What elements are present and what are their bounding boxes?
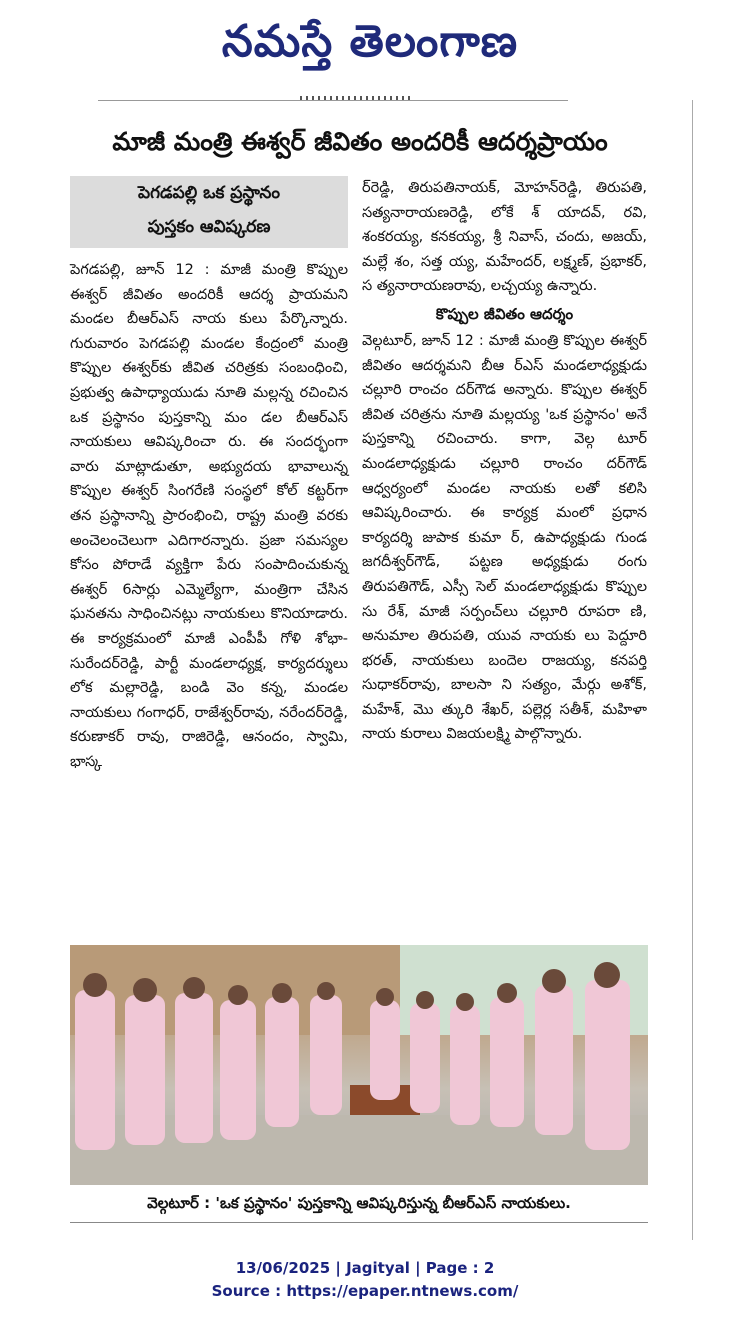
article-column-right	[362, 176, 647, 747]
article-right-top-text: ర్‌రెడ్డి, తిరుపతినాయక్‌, మోహన్‌రెడ్డి, తిరుపతి, సత్యనారాయణరెడ్డి, లోకే శ్‌ యాదవ్‌, రవి, శంకరయ్య, కనకయ్య, శ్రీ నివాస్‌, చందు, అజయ్‌, మల్లే శం, సత్త య్య, మహేందర్‌, లక్ష్మణ్‌, ప్రభాకర్‌, స త్యనారాయణరావు, లచ్చయ్య ఉన్నారు.	[362, 180, 647, 295]
footer-date-edition: 13/06/2025 | Jagityal | Page : 2	[235, 1259, 495, 1277]
masthead-divider	[98, 100, 568, 101]
subhead-line-1: పెగడపల్లి ఒక ప్రస్థానం	[138, 183, 280, 203]
page-border-right	[692, 100, 693, 1240]
article-right-bottom-text: వెల్గటూర్‌, జూన్‌ 12 : మాజీ మంత్రి కొప్పుల ఈశ్వర్‌ జీవితం ఆదర్శమని బీఆ ర్‌ఎస్‌ మండలాధ్యక్షుడు చల్లూరి రాంచం దర్‌గౌడ అన్నారు. కొప్పుల ఈశ్వర్‌ జీవిత చరిత్రను నూతి మల్లయ్య 'ఒక ప్రస్థానం' అనే పుస్తకాన్ని రచించారు. కాగా, వెల్గ టూర్‌ మండలాధ్యక్షుడు చల్లూరి రాంచం దర్‌గౌడ్‌ ఆధ్వర్యంలో మండల నాయకు లతో కలిసి ఆవిష్కరించారు. ఈ కార్యక్ర మంలో ప్రధాన కార్యదర్శి జుపాక కుమా ర్‌, ఉపాధ్యక్షుడు గుండ జగదీశ్వర్‌గౌడ్‌, పట్టణ అధ్యక్షుడు రంగు తిరుపతిగౌడ్‌, ఎస్సీ సెల్‌ మండలాధ్యక్షుడు కొప్పుల సు రేశ్‌, మాజీ సర్పంచ్‌లు చల్లూరి రూపరా ణి, అనుమాల తిరుపతి, యువ నాయకు లు పెద్దూరి భరత్‌, నాయకులు బందెల రాజయ్య, కనపర్తి సుధాకర్‌రావు, బాలసా ని సత్యం, మేర్గు అశోక్‌, మహేశ్‌, మొ త్కురి శేఖర్‌, పల్లెర్ల సతీశ్‌, మహిళా నాయ కురాలు విజయలక్ష్మి పాల్గొన్నారు.	[362, 332, 647, 743]
article-left-text: పెగడపల్లి, జూన్‌ 12 : మాజీ మంత్రి కొప్పుల ఈశ్వర్‌ జీవితం అందరికీ ఆదర్శ ప్రాయమని మండల బీఆర్‌ఎస్‌ నాయ కులు పేర్కొన్నారు. గురువారం పెగడపల్లి మండల కేంద్రంలో మంత్రి కొప్పుల ఈశ్వర్‌కు జీవిత చరిత్రకు సంబంధించి, ప్రభుత్వ ఉపాధ్యాయుడు నూతి మల్లన్న రచించిన ఒక ప్రస్థానం పుస్తకాన్ని మం డల బీఆర్‌ఎస్‌ నాయకులు ఆవిష్కరించా రు. ఈ సందర్భంగా వారు మాట్లాడుతూ, అభ్యుదయ భావాలున్న కొప్పుల ఈశ్వర్‌ సింగరేణి సంస్థలో కోల్‌ కట్టర్‌గా తన ప్రస్థానాన్ని ప్రారంభించి, రాష్ట్ర మంత్రి వరకు అంచెలంచెలుగా ఎదిగారన్నారు. ప్రజా సమస్యల కోసం పోరాడే వ్యక్తిగా పేరు సంపాదించుకున్న ఈశ్వర్‌ 6సార్లు ఎమ్మెల్యేగా, మంత్రిగా చేసిన ఘనతను సాధించినట్లు నాయకులు కొనియాడారు. ఈ కార్యక్రమంలో మాజీ ఎంపీపీ గోళి శోభా-సురేందర్‌రెడ్డి, పార్టీ మండలాధ్యక్ష, కార్యదర్శులు లోక మల్లారెడ్డి, బండి వెం కన్న, మండల నాయకులు గంగాధర్‌, రాజేశ్వర్‌రావు, నరేందర్‌రెడ్డి, కరుణాకర్‌ రావు, రాజిరెడ్డి, ఆనందం, స్వామి, భాస్క	[70, 262, 348, 770]
subhead-box	[70, 176, 348, 248]
news-photo-illustration	[70, 945, 648, 1185]
masthead-title: నమస్తే తెలంగాణ	[221, 16, 519, 67]
article-column-left	[70, 258, 348, 774]
news-photo	[70, 945, 648, 1185]
caption-divider	[70, 1222, 648, 1223]
photo-caption: వెల్గటూర్‌ : 'ఒక ప్రస్థానం' పుస్తకాన్ని ఆవిష్కరిస్తున్న బీఆర్‌ఎస్‌ నాయకులు.	[147, 1194, 571, 1212]
subhead-line-2: పుస్తకం ఆవిష్కరణ	[147, 217, 271, 237]
article-right-subhead: కొప్పుల జీవితం ఆదర్శం	[435, 304, 574, 323]
article-headline: మాజీ మంత్రి ఈశ్వర్‌ జీవితం అందరికీ ఆదర్శప్రాయం	[112, 127, 608, 156]
masthead-logo	[160, 4, 580, 84]
footer-source-link[interactable]: Source : https://epaper.ntnews.com/	[211, 1282, 519, 1300]
